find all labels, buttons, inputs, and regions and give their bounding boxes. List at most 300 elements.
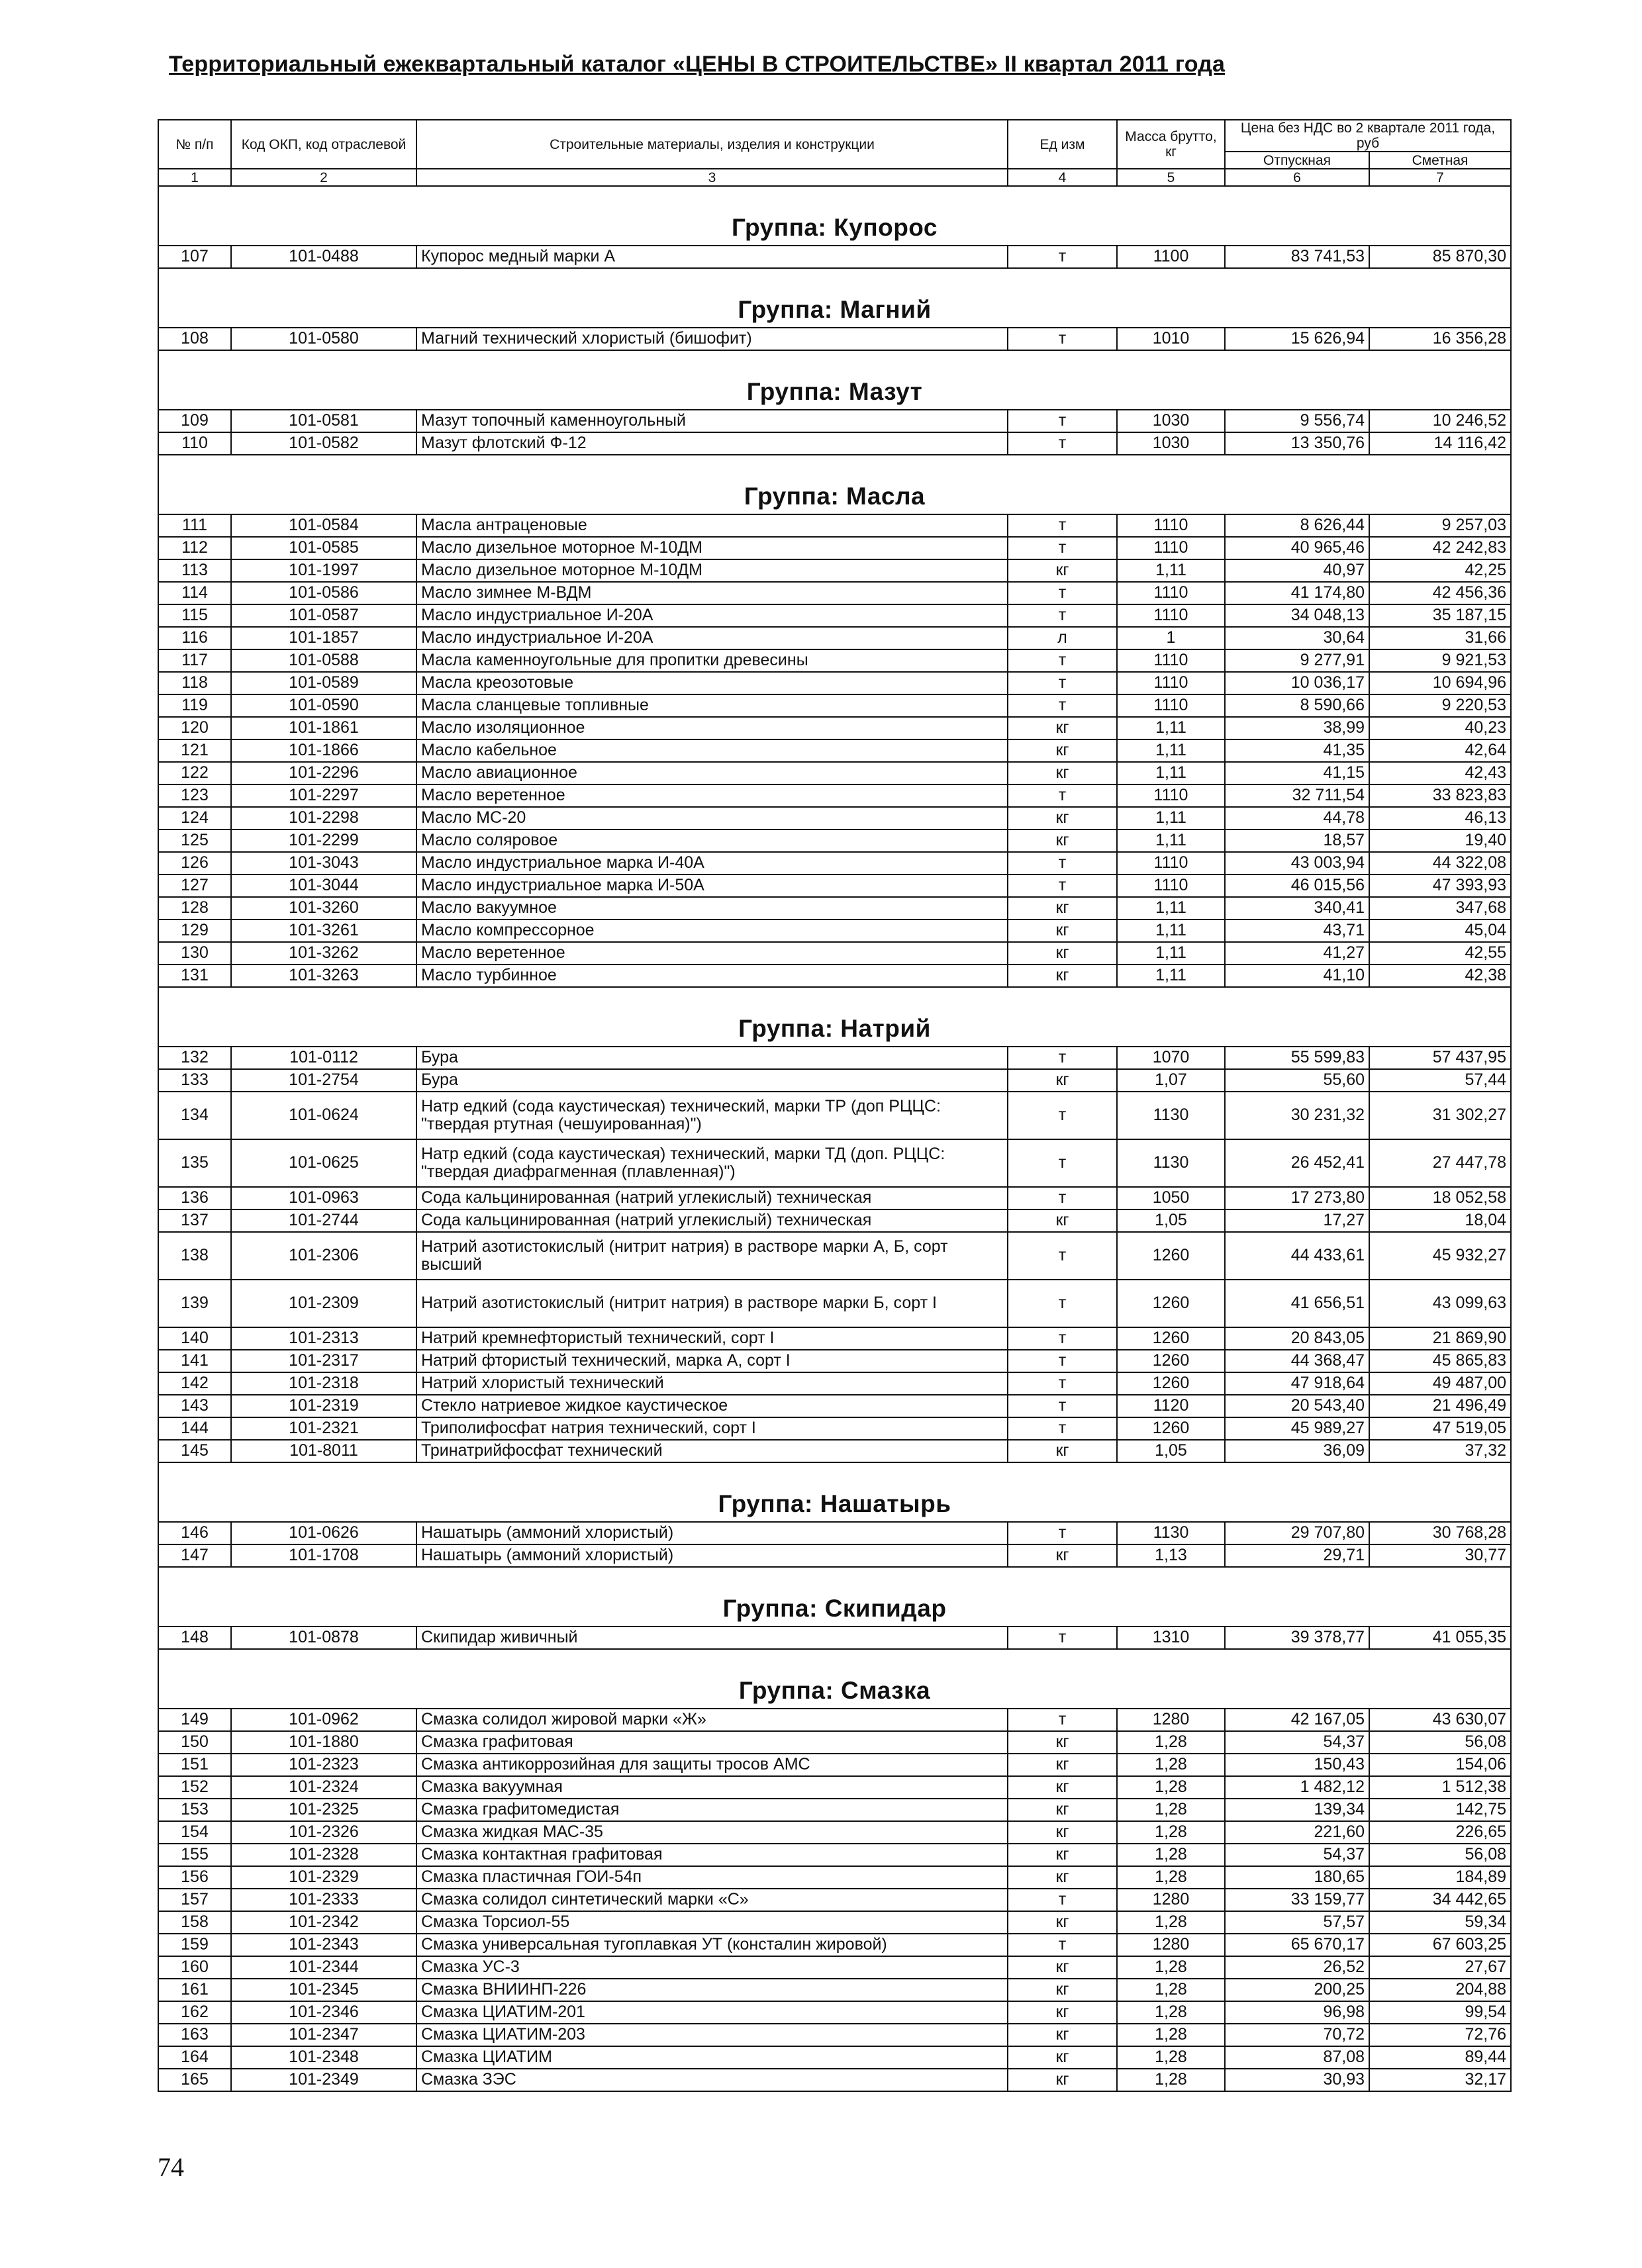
release-price: 44 368,47 (1225, 1350, 1369, 1372)
gross-mass: 1,28 (1117, 2046, 1225, 2069)
gross-mass: 1260 (1117, 1327, 1225, 1350)
estimate-price: 42,25 (1369, 559, 1511, 582)
product-code: 101-1866 (231, 739, 416, 762)
row-number: 124 (158, 807, 231, 829)
material-name: Смазка ЦИАТИМ-203 (416, 2024, 1008, 2046)
column-number-row (158, 169, 1511, 186)
table-row (158, 1956, 1511, 1979)
row-number: 127 (158, 874, 231, 897)
unit-of-measure: т (1008, 1627, 1117, 1649)
gross-mass: 1260 (1117, 1417, 1225, 1440)
gross-mass: 1,28 (1117, 1956, 1225, 1979)
product-code: 101-0581 (231, 410, 416, 432)
unit-of-measure: т (1008, 1709, 1117, 1731)
release-price: 43 003,94 (1225, 852, 1369, 874)
gross-mass: 1110 (1117, 604, 1225, 627)
row-number: 110 (158, 432, 231, 455)
price-table (158, 119, 1512, 2092)
row-number: 111 (158, 514, 231, 537)
unit-of-measure: т (1008, 649, 1117, 672)
product-code: 101-0585 (231, 537, 416, 559)
gross-mass: 1030 (1117, 432, 1225, 455)
material-name: Масло индустриальное И-20А (416, 627, 1008, 649)
unit-of-measure: кг (1008, 1731, 1117, 1754)
gross-mass: 1,28 (1117, 1866, 1225, 1889)
product-code: 101-0488 (231, 246, 416, 268)
row-number: 145 (158, 1440, 231, 1462)
group-header-row (158, 1649, 1511, 1709)
material-name: Масло зимнее М-ВДМ (416, 582, 1008, 604)
estimate-price: 40,23 (1369, 717, 1511, 739)
material-name: Нашатырь (аммоний хлористый) (416, 1522, 1008, 1544)
product-code: 101-3043 (231, 852, 416, 874)
table-row (158, 1821, 1511, 1844)
gross-mass: 1130 (1117, 1092, 1225, 1139)
product-code: 101-2345 (231, 1979, 416, 2001)
gross-mass: 1110 (1117, 582, 1225, 604)
release-price: 57,57 (1225, 1911, 1369, 1934)
row-number: 130 (158, 942, 231, 965)
table-row (158, 582, 1511, 604)
release-price: 87,08 (1225, 2046, 1369, 2069)
table-row (158, 1754, 1511, 1776)
estimate-price: 33 823,83 (1369, 784, 1511, 807)
unit-of-measure: т (1008, 1934, 1117, 1956)
table-row (158, 1440, 1511, 1462)
row-number: 129 (158, 920, 231, 942)
row-number: 126 (158, 852, 231, 874)
unit-of-measure: т (1008, 1327, 1117, 1350)
gross-mass: 1110 (1117, 672, 1225, 694)
row-number: 107 (158, 246, 231, 268)
table-row (158, 1209, 1511, 1232)
product-code: 101-2325 (231, 1799, 416, 1821)
row-number: 121 (158, 739, 231, 762)
table-row (158, 2024, 1511, 2046)
product-code: 101-3262 (231, 942, 416, 965)
release-price: 13 350,76 (1225, 432, 1369, 455)
material-name: Смазка универсальная тугоплавкая УТ (консталин жировой) (416, 1934, 1008, 1956)
table-row (158, 1187, 1511, 1209)
gross-mass: 1,13 (1117, 1544, 1225, 1567)
release-price: 30,93 (1225, 2069, 1369, 2091)
release-price: 29,71 (1225, 1544, 1369, 1567)
product-code: 101-0582 (231, 432, 416, 455)
product-code: 101-2328 (231, 1844, 416, 1866)
gross-mass: 1110 (1117, 537, 1225, 559)
estimate-price: 42 456,36 (1369, 582, 1511, 604)
release-price: 41,15 (1225, 762, 1369, 784)
unit-of-measure: кг (1008, 1979, 1117, 2001)
table-row (158, 514, 1511, 537)
product-code: 101-2309 (231, 1280, 416, 1327)
release-price: 139,34 (1225, 1799, 1369, 1821)
table-row (158, 852, 1511, 874)
gross-mass: 1,28 (1117, 2024, 1225, 2046)
product-code: 101-2346 (231, 2001, 416, 2024)
unit-of-measure: т (1008, 1372, 1117, 1395)
material-name: Натрий фтористый технический, марка А, сорт I (416, 1350, 1008, 1372)
unit-of-measure: кг (1008, 717, 1117, 739)
row-number: 108 (158, 328, 231, 350)
table-row (158, 1799, 1511, 1821)
estimate-price: 42 242,83 (1369, 537, 1511, 559)
table-row (158, 1866, 1511, 1889)
release-price: 150,43 (1225, 1754, 1369, 1776)
release-price: 44 433,61 (1225, 1232, 1369, 1280)
release-price: 40 965,46 (1225, 537, 1369, 559)
row-number: 153 (158, 1799, 231, 1821)
table-row (158, 604, 1511, 627)
gross-mass: 1,28 (1117, 1821, 1225, 1844)
unit-of-measure: кг (1008, 1209, 1117, 1232)
row-number: 152 (158, 1776, 231, 1799)
table-row (158, 1372, 1511, 1395)
page-number: 74 (158, 2152, 184, 2182)
estimate-price: 57 437,95 (1369, 1047, 1511, 1069)
estimate-price: 18,04 (1369, 1209, 1511, 1232)
product-code: 101-2296 (231, 762, 416, 784)
estimate-price: 18 052,58 (1369, 1187, 1511, 1209)
estimate-price: 10 694,96 (1369, 672, 1511, 694)
gross-mass: 1310 (1117, 1627, 1225, 1649)
estimate-price: 42,55 (1369, 942, 1511, 965)
material-name: Бура (416, 1069, 1008, 1092)
material-name: Масло турбинное (416, 965, 1008, 987)
row-number: 109 (158, 410, 231, 432)
material-name: Смазка ЦИАТИМ (416, 2046, 1008, 2069)
material-name: Натрий хлористый технический (416, 1372, 1008, 1395)
row-number: 161 (158, 1979, 231, 2001)
unit-of-measure: кг (1008, 942, 1117, 965)
material-name: Смазка ЦИАТИМ-201 (416, 2001, 1008, 2024)
material-name: Масло веретенное (416, 784, 1008, 807)
row-number: 144 (158, 1417, 231, 1440)
row-number: 138 (158, 1232, 231, 1280)
unit-of-measure: т (1008, 1417, 1117, 1440)
product-code: 101-1997 (231, 559, 416, 582)
gross-mass: 1,11 (1117, 739, 1225, 762)
unit-of-measure: кг (1008, 2046, 1117, 2069)
unit-of-measure: кг (1008, 1821, 1117, 1844)
product-code: 101-2323 (231, 1754, 416, 1776)
unit-of-measure: кг (1008, 762, 1117, 784)
header-unit: Ед изм (1008, 120, 1117, 169)
estimate-price: 72,76 (1369, 2024, 1511, 2046)
column-number: 1 (158, 169, 231, 186)
header-price-estimate: Сметная (1369, 152, 1511, 169)
gross-mass: 1,28 (1117, 1776, 1225, 1799)
group-header-row (158, 350, 1511, 410)
unit-of-measure: т (1008, 582, 1117, 604)
unit-of-measure: кг (1008, 2024, 1117, 2046)
group-title: Группа: Скипидар (158, 1567, 1511, 1627)
material-name: Масла каменноугольные для пропитки древесины (416, 649, 1008, 672)
estimate-price: 21 496,49 (1369, 1395, 1511, 1417)
gross-mass: 1,07 (1117, 1069, 1225, 1092)
release-price: 30 231,32 (1225, 1092, 1369, 1139)
unit-of-measure: кг (1008, 1799, 1117, 1821)
estimate-price: 9 921,53 (1369, 649, 1511, 672)
group-title: Группа: Купорос (158, 186, 1511, 246)
release-price: 44,78 (1225, 807, 1369, 829)
group-header-row (158, 268, 1511, 328)
material-name: Бура (416, 1047, 1008, 1069)
gross-mass: 1,11 (1117, 717, 1225, 739)
estimate-price: 42,64 (1369, 739, 1511, 762)
gross-mass: 1130 (1117, 1139, 1225, 1187)
gross-mass: 1110 (1117, 514, 1225, 537)
gross-mass: 1,05 (1117, 1209, 1225, 1232)
product-code: 101-0589 (231, 672, 416, 694)
estimate-price: 30 768,28 (1369, 1522, 1511, 1544)
row-number: 119 (158, 694, 231, 717)
product-code: 101-0590 (231, 694, 416, 717)
table-row (158, 965, 1511, 987)
material-name: Масло индустриальное марка И-40А (416, 852, 1008, 874)
table-row (158, 1776, 1511, 1799)
gross-mass: 1110 (1117, 694, 1225, 717)
header-price-release: Отпускная (1225, 152, 1369, 169)
estimate-price: 45,04 (1369, 920, 1511, 942)
estimate-price: 57,44 (1369, 1069, 1511, 1092)
gross-mass: 1,11 (1117, 965, 1225, 987)
gross-mass: 1280 (1117, 1934, 1225, 1956)
product-code: 101-2324 (231, 1776, 416, 1799)
material-name: Масла антраценовые (416, 514, 1008, 537)
row-number: 123 (158, 784, 231, 807)
release-price: 54,37 (1225, 1844, 1369, 1866)
estimate-price: 154,06 (1369, 1754, 1511, 1776)
release-price: 65 670,17 (1225, 1934, 1369, 1956)
release-price: 41,35 (1225, 739, 1369, 762)
product-code: 101-1857 (231, 627, 416, 649)
unit-of-measure: кг (1008, 1069, 1117, 1092)
release-price: 46 015,56 (1225, 874, 1369, 897)
release-price: 42 167,05 (1225, 1709, 1369, 1731)
table-row (158, 1522, 1511, 1544)
table-row (158, 739, 1511, 762)
row-number: 113 (158, 559, 231, 582)
product-code: 101-2299 (231, 829, 416, 852)
product-code: 101-0878 (231, 1627, 416, 1649)
material-name: Смазка солидол синтетический марки «С» (416, 1889, 1008, 1911)
row-number: 116 (158, 627, 231, 649)
product-code: 101-0587 (231, 604, 416, 627)
table-row (158, 672, 1511, 694)
table-row (158, 328, 1511, 350)
gross-mass: 1260 (1117, 1232, 1225, 1280)
material-name: Тринатрийфосфат технический (416, 1440, 1008, 1462)
material-name: Смазка графитомедистая (416, 1799, 1008, 1821)
release-price: 30,64 (1225, 627, 1369, 649)
unit-of-measure: кг (1008, 1440, 1117, 1462)
product-code: 101-0584 (231, 514, 416, 537)
product-code: 101-1880 (231, 1731, 416, 1754)
gross-mass: 1,11 (1117, 807, 1225, 829)
table-row (158, 942, 1511, 965)
material-name: Масло дизельное моторное М-10ДМ (416, 559, 1008, 582)
row-number: 131 (158, 965, 231, 987)
material-name: Смазка антикоррозийная для защиты тросов АМС (416, 1754, 1008, 1776)
table-body (158, 186, 1511, 2091)
material-name: Нашатырь (аммоний хлористый) (416, 1544, 1008, 1567)
row-number: 141 (158, 1350, 231, 1372)
gross-mass: 1,28 (1117, 1799, 1225, 1821)
estimate-price: 35 187,15 (1369, 604, 1511, 627)
estimate-price: 56,08 (1369, 1844, 1511, 1866)
row-number: 154 (158, 1821, 231, 1844)
unit-of-measure: т (1008, 514, 1117, 537)
estimate-price: 41 055,35 (1369, 1627, 1511, 1649)
estimate-price: 9 220,53 (1369, 694, 1511, 717)
estimate-price: 42,38 (1369, 965, 1511, 987)
unit-of-measure: кг (1008, 559, 1117, 582)
estimate-price: 32,17 (1369, 2069, 1511, 2091)
estimate-price: 45 865,83 (1369, 1350, 1511, 1372)
product-code: 101-0588 (231, 649, 416, 672)
release-price: 32 711,54 (1225, 784, 1369, 807)
release-price: 41 174,80 (1225, 582, 1369, 604)
release-price: 47 918,64 (1225, 1372, 1369, 1395)
release-price: 221,60 (1225, 1821, 1369, 1844)
table-row (158, 694, 1511, 717)
estimate-price: 43 630,07 (1369, 1709, 1511, 1731)
estimate-price: 89,44 (1369, 2046, 1511, 2069)
gross-mass: 1130 (1117, 1522, 1225, 1544)
product-code: 101-2321 (231, 1417, 416, 1440)
release-price: 36,09 (1225, 1440, 1369, 1462)
estimate-price: 30,77 (1369, 1544, 1511, 1567)
row-number: 135 (158, 1139, 231, 1187)
unit-of-measure: кг (1008, 1754, 1117, 1776)
release-price: 1 482,12 (1225, 1776, 1369, 1799)
product-code: 101-2754 (231, 1069, 416, 1092)
table-row (158, 1889, 1511, 1911)
release-price: 70,72 (1225, 2024, 1369, 2046)
group-title: Группа: Масла (158, 455, 1511, 514)
row-number: 114 (158, 582, 231, 604)
group-title: Группа: Нашатырь (158, 1462, 1511, 1522)
product-code: 101-2343 (231, 1934, 416, 1956)
product-code: 101-1861 (231, 717, 416, 739)
gross-mass: 1260 (1117, 1372, 1225, 1395)
column-number: 3 (416, 169, 1008, 186)
release-price: 45 989,27 (1225, 1417, 1369, 1440)
table-row (158, 1047, 1511, 1069)
unit-of-measure: т (1008, 1889, 1117, 1911)
unit-of-measure: т (1008, 672, 1117, 694)
material-name: Смазка ВНИИНП-226 (416, 1979, 1008, 2001)
row-number: 132 (158, 1047, 231, 1069)
release-price: 33 159,77 (1225, 1889, 1369, 1911)
gross-mass: 1260 (1117, 1280, 1225, 1327)
gross-mass: 1,28 (1117, 1979, 1225, 2001)
gross-mass: 1,28 (1117, 2001, 1225, 2024)
material-name: Натрий азотистокислый (нитрит натрия) в растворе марки Б, сорт I (416, 1280, 1008, 1327)
row-number: 115 (158, 604, 231, 627)
row-number: 122 (158, 762, 231, 784)
table-row (158, 1280, 1511, 1327)
material-name: Мазут топочный каменноугольный (416, 410, 1008, 432)
unit-of-measure: т (1008, 1047, 1117, 1069)
release-price: 10 036,17 (1225, 672, 1369, 694)
material-name: Смазка УС-3 (416, 1956, 1008, 1979)
release-price: 41 656,51 (1225, 1280, 1369, 1327)
table-row (158, 1139, 1511, 1187)
group-header-row (158, 987, 1511, 1047)
material-name: Смазка ЗЭС (416, 2069, 1008, 2091)
table-row (158, 1979, 1511, 2001)
gross-mass: 1,28 (1117, 1844, 1225, 1866)
table-row (158, 246, 1511, 268)
estimate-price: 14 116,42 (1369, 432, 1511, 455)
table-row (158, 1844, 1511, 1866)
table-row (158, 1934, 1511, 1956)
product-code: 101-2329 (231, 1866, 416, 1889)
unit-of-measure: кг (1008, 1956, 1117, 1979)
unit-of-measure: т (1008, 1187, 1117, 1209)
material-name: Натрий кремнефтористый технический, сорт I (416, 1327, 1008, 1350)
row-number: 120 (158, 717, 231, 739)
row-number: 128 (158, 897, 231, 920)
group-title: Группа: Смазка (158, 1649, 1511, 1709)
row-number: 151 (158, 1754, 231, 1776)
estimate-price: 21 869,90 (1369, 1327, 1511, 1350)
table-row (158, 762, 1511, 784)
release-price: 180,65 (1225, 1866, 1369, 1889)
header-mass: Масса брутто, кг (1117, 120, 1225, 169)
material-name: Масла сланцевые топливные (416, 694, 1008, 717)
release-price: 39 378,77 (1225, 1627, 1369, 1649)
gross-mass: 1,11 (1117, 942, 1225, 965)
product-code: 101-1708 (231, 1544, 416, 1567)
gross-mass: 1,28 (1117, 1731, 1225, 1754)
material-name: Натрий азотистокислый (нитрит натрия) в растворе марки А, Б, сорт высший (416, 1232, 1008, 1280)
table-row (158, 1709, 1511, 1731)
product-code: 101-3261 (231, 920, 416, 942)
unit-of-measure: т (1008, 852, 1117, 874)
release-price: 18,57 (1225, 829, 1369, 852)
product-code: 101-2318 (231, 1372, 416, 1395)
gross-mass: 1070 (1117, 1047, 1225, 1069)
table-row (158, 1731, 1511, 1754)
row-number: 137 (158, 1209, 231, 1232)
material-name: Масло дизельное моторное М-10ДМ (416, 537, 1008, 559)
material-name: Масло индустриальное И-20А (416, 604, 1008, 627)
material-name: Натр едкий (сода каустическая) технический, марки ТР (доп РЦЦС: "твердая ртутная (чешуированная)") (416, 1092, 1008, 1139)
product-code: 101-2333 (231, 1889, 416, 1911)
gross-mass: 1100 (1117, 246, 1225, 268)
release-price: 15 626,94 (1225, 328, 1369, 350)
row-number: 142 (158, 1372, 231, 1395)
estimate-price: 31 302,27 (1369, 1092, 1511, 1139)
estimate-price: 10 246,52 (1369, 410, 1511, 432)
material-name: Натр едкий (сода каустическая) технический, марки ТД (доп. РЦЦС: "твердая диафрагменная (плавленная)") (416, 1139, 1008, 1187)
product-code: 101-2342 (231, 1911, 416, 1934)
material-name: Масло авиационное (416, 762, 1008, 784)
group-title: Группа: Натрий (158, 987, 1511, 1047)
material-name: Смазка пластичная ГОИ-54п (416, 1866, 1008, 1889)
material-name: Смазка Торсиол-55 (416, 1911, 1008, 1934)
gross-mass: 1,11 (1117, 829, 1225, 852)
product-code: 101-2313 (231, 1327, 416, 1350)
material-name: Масло изоляционное (416, 717, 1008, 739)
release-price: 8 590,66 (1225, 694, 1369, 717)
row-number: 163 (158, 2024, 231, 2046)
table-row (158, 807, 1511, 829)
release-price: 26 452,41 (1225, 1139, 1369, 1187)
